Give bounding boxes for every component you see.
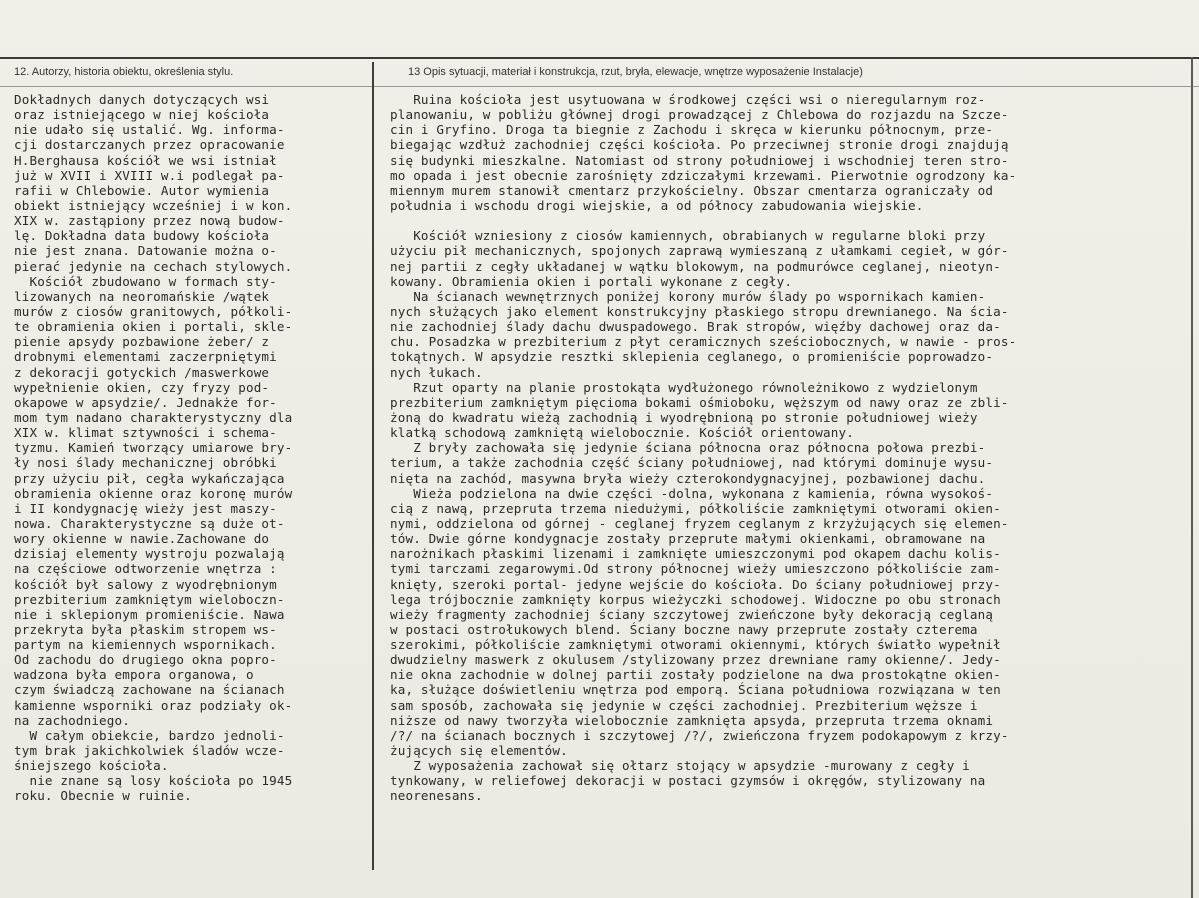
history-text-line: na zachodniego.	[14, 712, 130, 728]
description-text-line: nych służących jako element konstrukcyjny płaskiego stropu drewnianego. Na ścia-	[390, 303, 1009, 319]
description-text-line: nie okna zachodnie w dolnej partii zostały podzielone na dwa prostokątne okien-	[390, 667, 1001, 683]
history-text-line: tym brak jakichkolwiek śladów wcze-	[14, 743, 285, 759]
description-text-line: knięty, szeroki portal- jedyne wejście do kościoła. Do ściany południowej przy-	[390, 576, 1001, 592]
history-text-line: rafii w Chlebowie. Autor wymienia	[14, 182, 270, 198]
history-text-line: wory okienne w nawie.Zachowane do	[14, 531, 270, 547]
history-text-line: czym świadczą zachowane na ścianach	[14, 682, 285, 698]
description-text-line: /?/ na ścianach bocznych i szczytowej /?/, zwieńczona fryzem podokapowym z krzy-	[390, 727, 1009, 743]
description-text-line: Z bryły zachowała się jedynie ściana północna oraz północna połowa prezbi-	[390, 440, 986, 456]
history-text-line: na częściowe odtworzenie wnętrza :	[14, 561, 277, 577]
history-text-line: W całym obiekcie, bardzo jednoli-	[14, 727, 285, 743]
description-text-line: sam sposób, zachowała się jedynie w części zachodniej. Prezbiterium węższe i	[390, 697, 978, 713]
description-text-line: Z wyposażenia zachował się ołtarz stojący w apsydzie -murowany z cegły i	[390, 758, 970, 774]
description-text-line: się budynki mieszkalne. Natomiast od strony południowej i wschodniej teren stro-	[390, 152, 1009, 168]
history-text-line: obramienia okienne oraz koronę murów	[14, 485, 293, 501]
description-text-line: cin i Gryfino. Droga ta biegnie z Zachodu i skręca w kierunku północnym, prze-	[390, 122, 994, 138]
header-rule	[0, 86, 1199, 87]
history-text-line: już w XVII i XVIII w.i podlegał pa-	[14, 167, 285, 183]
history-text-line: tyzmu. Kamień tworzący umiarowe bry-	[14, 440, 293, 456]
description-text-line: południa i wschodu drogi wiejskie, a od północy zabudowania wiejskie.	[390, 197, 924, 213]
description-text-line: mo opada i jest obecnie zarośnięty zdziczałymi krzewami. Pierwotnie ogrodzony ka-	[390, 167, 1017, 183]
description-text-line: Wieża podzielona na dwie części -dolna, wykonana z kamienia, równa wysokoś-	[390, 485, 994, 501]
history-text-line: kościół był salowy z wyodrębnionym	[14, 576, 277, 592]
description-text-line: nie zachodniej ślady dachu dwuspadowego. Brak stropów, więźby dachowej oraz da-	[390, 319, 1001, 335]
description-text-line: żoną do kwadratu wieżą zachodnią i wyodrębnioną po stronie południowej wieży	[390, 409, 978, 425]
history-text-line: prezbiterium zamkniętym wieloboczn-	[14, 591, 285, 607]
description-text-line: Na ścianach wewnętrznych poniżej korony murów ślady po wspornikach kamien-	[390, 288, 986, 304]
history-text-line: Kościół zbudowano w formach sty-	[14, 273, 277, 289]
history-text-line: i II kondygnację wieży jest maszy-	[14, 500, 277, 516]
history-text-line: XIX w. zastąpiony przez nową budow-	[14, 213, 285, 229]
history-text-line: drobnymi elementami zaczerpniętymi	[14, 349, 277, 365]
history-text-line: wypełnienie okien, czy fryzy pod-	[14, 379, 270, 395]
history-text-line: nowa. Charakterystyczne są duże ot-	[14, 515, 285, 531]
history-text-line: lę. Dokładna data budowy kościoła	[14, 228, 270, 244]
history-text-line: nie jest znana. Datowanie można o-	[14, 243, 277, 259]
history-text-line: cji dostarczanych przez opracowanie	[14, 137, 285, 153]
history-text-line: pienie apsydy pozbawione żeber/ z	[14, 334, 270, 350]
description-text-column	[390, 92, 1190, 804]
history-text-line: przekryta była płaskim stropem ws-	[14, 621, 277, 637]
section-12-header: 12. Autorzy, historia obiektu, określenia stylu.	[14, 66, 234, 78]
history-text-line: nie znane są losy kościoła po 1945	[14, 773, 293, 789]
history-text-line: oraz istniejącego w niej kościoła	[14, 107, 270, 123]
history-text-line: te obramienia okien i portali, skle-	[14, 319, 293, 335]
history-text-line: kamienne wsporniki oraz podziały ok-	[14, 697, 293, 713]
description-text-line: Rzut oparty na planie prostokąta wydłużonego równoleżnikowo z wydzielonym	[390, 379, 978, 395]
history-text-line: pierać jedynie na cechach stylowych.	[14, 258, 293, 274]
description-text-line: miennym murem stanowił cmentarz przykościelny. Obszar cmentarza ograniczały od	[390, 182, 994, 198]
description-text-line: nej partii z cegły układanej w wątku blokowym, na podmurówce ceglanej, nieotyn-	[390, 258, 1001, 274]
history-text-line: okapowe w apsydzie/. Jednakże for-	[14, 394, 277, 410]
description-text-line: tów. Dwie górne kondygnacje zostały przeprute małymi okienkami, obramowane na	[390, 531, 986, 547]
description-text-line: w postaci ostrołukowych blend. Ściany boczne nawy przeprute zostały czterema	[390, 621, 978, 637]
description-text-line: szerokimi, półkoliście zamkniętymi otworami okiennymi, których światło wypełnił	[390, 637, 1001, 653]
description-text-line: nymi, oddzielona od górnej - ceglanej fryzem ceglanym z krzyżujących się elemen-	[390, 515, 1009, 531]
history-text-line: nie i sklepionym promieniście. Nawa	[14, 606, 285, 622]
history-text-column	[14, 92, 374, 804]
description-text-line: kowany. Obramienia okien i portali wykonane z cegły.	[390, 273, 793, 289]
description-text-line: żujących się elementów.	[390, 743, 568, 759]
section-13-header: 13 Opis sytuacji, materiał i konstrukcja, rzut, bryła, elewacje, wnętrze wyposażenie Instalacje)	[408, 66, 863, 78]
history-text-line: XIX w. klimat sztywności i schema-	[14, 425, 277, 441]
description-text-line: Ruina kościoła jest usytuowana w środkowej części wsi o nieregularnym roz-	[390, 92, 986, 107]
description-text-line: cią z nawą, przepruta trzema niedużymi, półkoliście zamkniętymi otworami okien-	[390, 500, 1001, 516]
history-text-line: Od zachodu do drugiego okna popro-	[14, 652, 277, 668]
description-text-line: narożnikach płaskimi lizenami i zamknięte umieszczonymi pod okapem dachu kolis-	[390, 546, 1001, 562]
description-text-line: lega trójbocznie zamknięty korpus wieżyczki schodowej. Widoczne po obu stronach	[390, 591, 1001, 607]
history-text-line: roku. Obecnie w ruinie.	[14, 788, 192, 804]
history-text-line: obiekt istniejący wcześniej i w kon.	[14, 197, 293, 213]
description-text-line: dwudzielny maswerk z okulusem /stylizowany przez drewniane ramy okienne/. Jedy-	[390, 652, 1001, 668]
history-text-line: murów z ciosów granitowych, półkoli-	[14, 303, 293, 319]
history-text-line: ły nosi ślady mechanicznej obróbki	[14, 455, 277, 471]
description-text-line: nych łukach.	[390, 364, 483, 380]
description-text-line: Kościół wzniesiony z ciosów kamiennych, obrabianych w regularne bloki przy	[390, 228, 986, 244]
description-text-line: planowaniu, w pobliżu głównej drogi prowadzącej z Chlebowa do rozjazdu na Szcze-	[390, 107, 1009, 123]
history-text-line: śniejszego kościoła.	[14, 758, 169, 774]
history-text-line: H.Berghausa kościół we wsi istniał	[14, 152, 277, 168]
description-text-line: biegając wzdłuż zachodniej części kościoła. Po przeciwnej stronie drogi znajdują	[390, 137, 1009, 153]
description-text-line: klatką schodową zamkniętą wielobocznie. Kościół orientowany.	[390, 425, 854, 441]
history-text-line: nie udało się ustalić. Wg. informa-	[14, 122, 285, 138]
description-text-line: ka, służące doświetleniu wnętrza pod emporą. Ściana południowa rozwiązana w ten	[390, 682, 1001, 698]
description-text-line: tokątnych. W apsydzie resztki sklepienia ceglanego, o promieniście poprowadzo-	[390, 349, 994, 365]
description-text-line: terium, a także zachodnia część ściany południowej, nad którymi dominuje wysu-	[390, 455, 994, 471]
description-text-line: użyciu pił mechanicznych, spojonych zaprawą wymieszaną z ułamkami cegieł, w gór-	[390, 243, 1009, 259]
top-rule	[0, 57, 1199, 59]
description-text-line: wieży fragmenty zachodniej ściany szczytowej zwieńczone były dekoracją ceglaną	[390, 606, 994, 622]
history-text-line: Dokładnych danych dotyczących wsi	[14, 92, 270, 107]
history-text-line: przy użyciu pił, cegła wykańczająca	[14, 470, 285, 486]
history-text-line: partym na kiemiennych wspornikach.	[14, 637, 277, 653]
description-text-line: neorenesans.	[390, 788, 483, 804]
history-text-line: z dekoracji gotyckich /maswerkowe	[14, 364, 270, 380]
description-text-line: tymi tarczami zegarowymi.Od strony północnej wieży umieszczono półkoliście zam-	[390, 561, 1001, 577]
description-text-line: chu. Posadzka w prezbiterium z płyt ceramicznych sześciobocznych, w nawie - pros-	[390, 334, 1017, 350]
description-text-line: tynkowany, w reliefowej dekoracji w postaci gzymsów i okręgów, stylizowany na	[390, 773, 986, 789]
description-text-line	[390, 213, 1190, 228]
description-text-line: nięta na zachód, masywna bryła wieży czterokondygnacyjnej, pozbawionej dachu.	[390, 470, 986, 486]
history-text-line: wadzona była empora organowa, o	[14, 667, 254, 683]
history-text-line: dzisiaj elementy wystroju pozwalają	[14, 546, 285, 562]
history-text-line: lizowanych na neoromańskie /wątek	[14, 288, 270, 304]
description-text-line: prezbiterium zamkniętym pięcioma bokami ośmioboku, węższym od nawy oraz ze zbli-	[390, 394, 1009, 410]
right-border	[1191, 57, 1193, 898]
history-text-line: mom tym nadano charakterystyczny dla	[14, 409, 293, 425]
description-text-line: niższe od nawy tworzyła wielobocznie zamknięta apsyda, przepruta trzema oknami	[390, 712, 994, 728]
